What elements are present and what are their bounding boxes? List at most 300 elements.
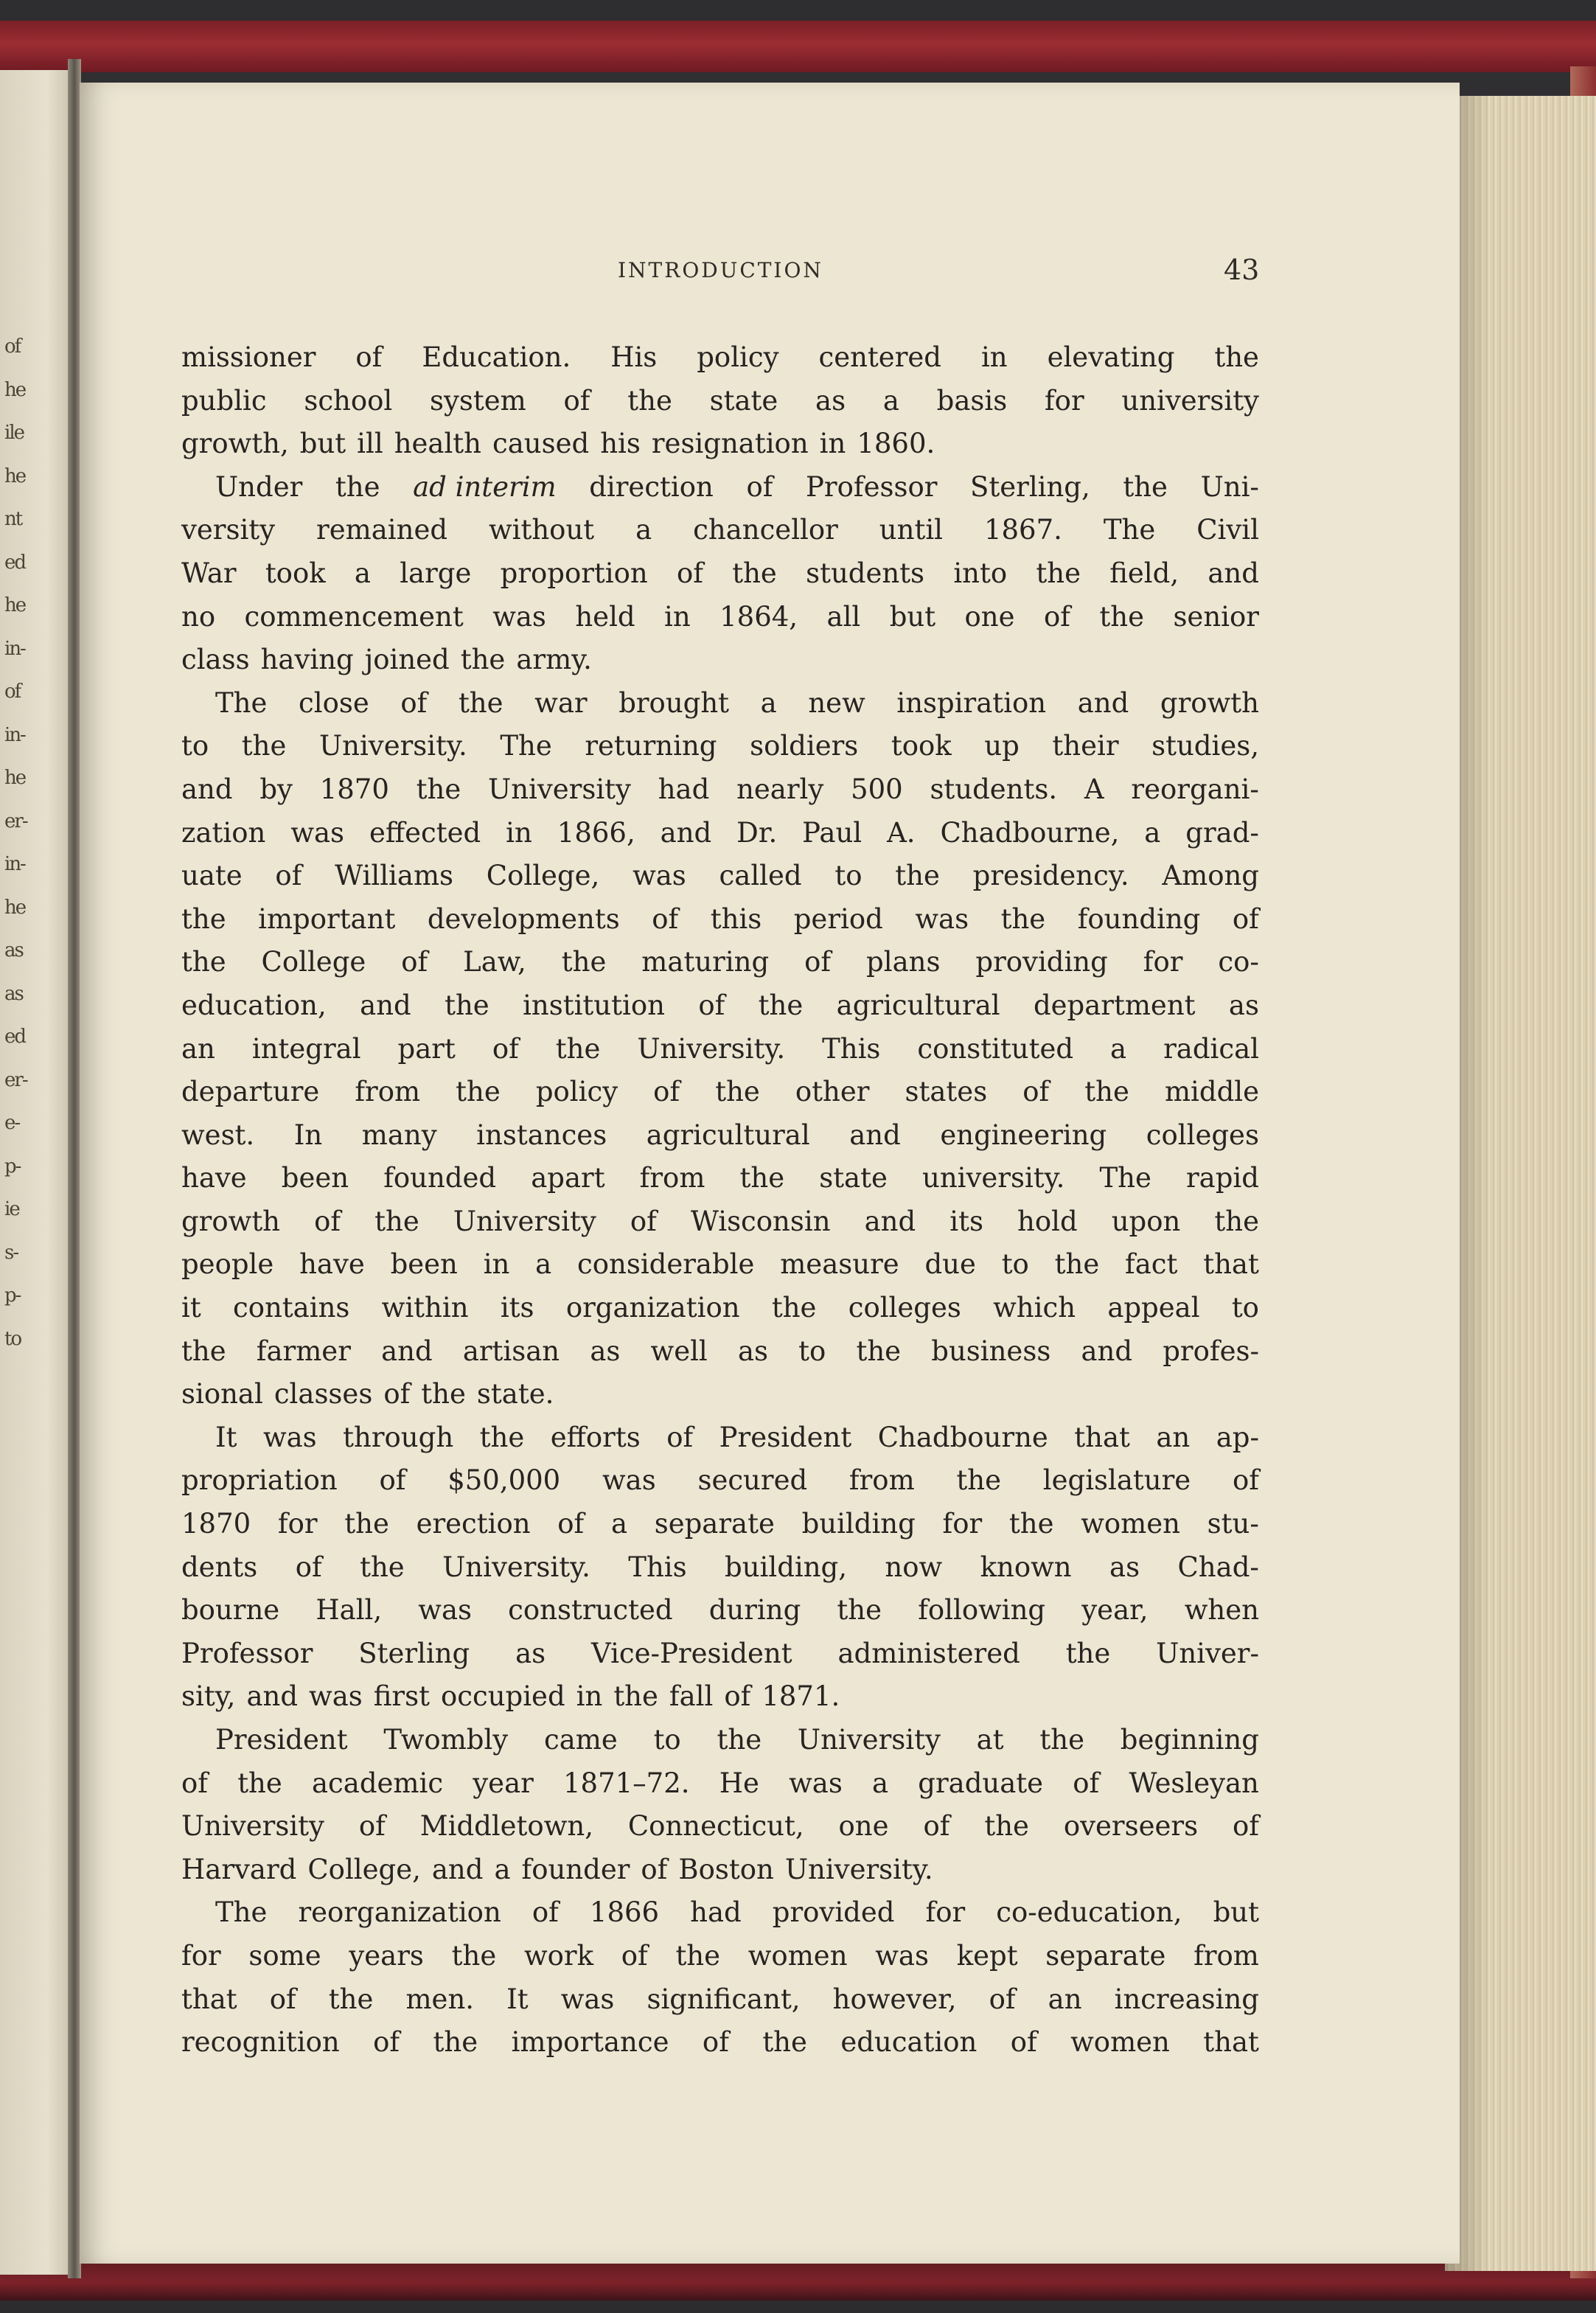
text-line bbox=[181, 1459, 1259, 1503]
word: Vice-President bbox=[591, 1637, 792, 1669]
word: an bbox=[181, 1032, 215, 1065]
word: for bbox=[277, 1508, 318, 1540]
word: In bbox=[293, 1119, 323, 1151]
word: to bbox=[1001, 1248, 1029, 1281]
word: Wesleyan bbox=[1129, 1767, 1259, 1799]
word: importance bbox=[511, 2026, 669, 2059]
word: through bbox=[343, 1421, 454, 1453]
word: the bbox=[181, 1335, 226, 1367]
word: constituted bbox=[917, 1032, 1074, 1065]
word: years bbox=[349, 1939, 424, 1972]
word: of bbox=[401, 946, 428, 978]
word: of bbox=[314, 1205, 341, 1237]
word: and bbox=[1208, 557, 1259, 589]
word: of bbox=[269, 1983, 296, 2015]
word: as bbox=[1228, 989, 1259, 1021]
word: ill bbox=[357, 428, 383, 460]
word: university. bbox=[921, 1162, 1065, 1194]
text-line bbox=[181, 898, 1259, 942]
text-line bbox=[181, 1243, 1259, 1287]
text-line bbox=[181, 1071, 1259, 1114]
text-line bbox=[181, 336, 1259, 380]
word: of bbox=[1043, 600, 1070, 633]
word: and bbox=[1077, 686, 1129, 719]
text-line bbox=[181, 1762, 1259, 1806]
word: centered bbox=[818, 341, 941, 373]
word: and bbox=[181, 773, 233, 805]
word: Education. bbox=[422, 341, 571, 373]
word: This bbox=[822, 1032, 881, 1065]
word: the bbox=[1123, 470, 1168, 503]
text-line bbox=[181, 422, 1259, 466]
word: the bbox=[445, 989, 489, 1021]
word: and bbox=[660, 816, 712, 849]
word: but bbox=[889, 600, 936, 633]
word: as bbox=[515, 1637, 546, 1669]
word: elevating bbox=[1047, 341, 1175, 373]
word: College bbox=[261, 946, 366, 978]
word: from bbox=[355, 1076, 421, 1108]
word: class bbox=[181, 644, 250, 676]
word: administered bbox=[837, 1637, 1020, 1669]
previous-page-fragment: e- bbox=[4, 1112, 20, 1134]
word: organization bbox=[565, 1292, 740, 1324]
word: classes bbox=[273, 1378, 373, 1411]
word: the bbox=[421, 1378, 466, 1411]
word: radical bbox=[1163, 1032, 1259, 1065]
previous-page-fragment: to bbox=[4, 1327, 21, 1350]
word: Among bbox=[1162, 860, 1259, 892]
word: was bbox=[290, 816, 345, 849]
word: co- bbox=[1218, 946, 1259, 978]
word: in bbox=[576, 1680, 603, 1713]
word: from bbox=[639, 1162, 705, 1194]
word: of bbox=[557, 1508, 585, 1540]
word: plans bbox=[866, 946, 941, 978]
word: and bbox=[431, 1853, 484, 1885]
word: instances bbox=[476, 1119, 607, 1151]
word: the bbox=[181, 902, 226, 935]
word: to bbox=[834, 860, 863, 892]
word: upon bbox=[1111, 1205, 1181, 1237]
word: the bbox=[1099, 600, 1144, 633]
word: the bbox=[675, 1939, 721, 1972]
word: of bbox=[1232, 1810, 1259, 1843]
word: the bbox=[1000, 902, 1046, 935]
word: for bbox=[181, 1939, 221, 1972]
word: the bbox=[613, 1680, 658, 1713]
word: the bbox=[181, 946, 226, 978]
text-line bbox=[181, 725, 1259, 768]
word: University bbox=[181, 1810, 324, 1843]
previous-page-fragment: p- bbox=[4, 1155, 21, 1178]
word: fact bbox=[1125, 1248, 1178, 1281]
word: in bbox=[819, 428, 846, 460]
word: the bbox=[237, 1767, 282, 1799]
word: a bbox=[535, 1248, 552, 1281]
word: constructed bbox=[508, 1594, 673, 1627]
previous-page-fragment: in- bbox=[4, 723, 25, 746]
word: of bbox=[1073, 1767, 1100, 1799]
word: to bbox=[653, 1724, 681, 1756]
word: following bbox=[918, 1594, 1046, 1627]
word: as bbox=[1109, 1551, 1140, 1583]
word: apart bbox=[531, 1162, 605, 1194]
word: the bbox=[758, 989, 804, 1021]
word: Univer- bbox=[1156, 1637, 1259, 1669]
word: overseers bbox=[1063, 1810, 1199, 1843]
word: of bbox=[1010, 2026, 1037, 2059]
text-line bbox=[181, 2021, 1259, 2065]
text-line bbox=[181, 1891, 1259, 1935]
text-line bbox=[181, 1200, 1259, 1244]
word: of bbox=[563, 384, 590, 417]
word: in bbox=[506, 816, 532, 849]
word: of bbox=[532, 1896, 559, 1929]
word: was bbox=[602, 1464, 656, 1497]
word: called bbox=[719, 860, 802, 892]
word: Twombly bbox=[383, 1724, 509, 1756]
word: this bbox=[710, 902, 762, 935]
word: The bbox=[1103, 514, 1156, 546]
word: business bbox=[931, 1335, 1051, 1367]
word: bourne bbox=[181, 1594, 280, 1627]
word: senior bbox=[1173, 600, 1259, 633]
word: the bbox=[328, 1983, 374, 2015]
word: 1870 bbox=[181, 1508, 251, 1540]
word: at bbox=[976, 1724, 1004, 1756]
word: of bbox=[804, 946, 832, 978]
previous-page-fragment: ed bbox=[4, 1026, 26, 1048]
word: It bbox=[215, 1421, 237, 1453]
word: significant, bbox=[647, 1983, 801, 2015]
word: and bbox=[360, 989, 411, 1021]
text-line bbox=[181, 1978, 1259, 2022]
word: institution bbox=[523, 989, 665, 1021]
word: new bbox=[808, 686, 865, 719]
word: the bbox=[732, 557, 777, 589]
previous-page-fragment: p- bbox=[4, 1284, 21, 1307]
word: been bbox=[390, 1248, 458, 1281]
word-italic: ad interim bbox=[413, 470, 557, 503]
word: Law, bbox=[463, 946, 526, 978]
word: year, bbox=[1081, 1594, 1149, 1627]
word: the bbox=[1039, 1724, 1084, 1756]
word: and bbox=[1081, 1335, 1133, 1367]
word: up bbox=[984, 730, 1020, 762]
word: He bbox=[719, 1767, 759, 1799]
word: of bbox=[698, 989, 725, 1021]
previous-page-fragment: s- bbox=[4, 1241, 18, 1264]
word: part bbox=[397, 1032, 456, 1065]
word: state bbox=[709, 384, 778, 417]
word: of bbox=[677, 557, 703, 589]
word: 1871. bbox=[762, 1680, 840, 1713]
word: joined bbox=[364, 644, 450, 676]
word: war bbox=[534, 686, 588, 719]
word: recognition bbox=[181, 2026, 340, 2059]
word: of bbox=[746, 470, 773, 503]
word: growth, bbox=[181, 428, 289, 460]
word: of bbox=[702, 2026, 729, 2059]
word: the bbox=[627, 384, 672, 417]
word: the bbox=[956, 1464, 1002, 1497]
word: the bbox=[458, 686, 503, 719]
word: appeal bbox=[1107, 1292, 1200, 1324]
word: of bbox=[295, 1551, 322, 1583]
word: states bbox=[905, 1076, 988, 1108]
word: grad- bbox=[1185, 816, 1259, 849]
word: that bbox=[181, 1983, 237, 2015]
word: university bbox=[1121, 384, 1259, 417]
word: returning bbox=[585, 730, 717, 762]
word: College, bbox=[486, 860, 600, 892]
previous-page-fragment: he bbox=[4, 767, 26, 789]
word: of bbox=[181, 1767, 208, 1799]
word: of bbox=[641, 1853, 668, 1885]
text-line bbox=[181, 1416, 1259, 1460]
word: an bbox=[1048, 1983, 1082, 2015]
word: soldiers bbox=[750, 730, 859, 762]
word: that bbox=[1203, 1248, 1259, 1281]
word: agricultural bbox=[836, 989, 1000, 1021]
previous-page-fragment: in- bbox=[4, 853, 25, 875]
previous-page-fragment: he bbox=[4, 896, 26, 919]
word: The bbox=[1099, 1162, 1151, 1194]
word: no bbox=[181, 600, 216, 633]
word: sional bbox=[181, 1378, 263, 1411]
text-line bbox=[181, 855, 1259, 898]
word: for bbox=[1044, 384, 1084, 417]
word: middle bbox=[1164, 1076, 1259, 1108]
word: maturing bbox=[641, 946, 770, 978]
word: education, bbox=[181, 989, 327, 1021]
word: but bbox=[299, 428, 346, 460]
word: and bbox=[849, 1119, 901, 1151]
previous-page-fragment: er- bbox=[4, 810, 27, 832]
word: state. bbox=[476, 1378, 554, 1411]
word: studies, bbox=[1151, 730, 1259, 762]
word: the bbox=[984, 1810, 1029, 1843]
text-line bbox=[181, 1848, 1259, 1892]
word: the bbox=[771, 1292, 817, 1324]
previous-page-fragment: as bbox=[4, 982, 23, 1005]
word: however, bbox=[832, 1983, 957, 2015]
word: the bbox=[837, 1594, 882, 1627]
word: the bbox=[715, 1076, 760, 1108]
word: which bbox=[993, 1292, 1076, 1324]
word: many bbox=[361, 1119, 437, 1151]
book-cover-top-edge bbox=[0, 21, 1596, 72]
word: Middletown, bbox=[419, 1810, 593, 1843]
word: caused bbox=[492, 428, 590, 460]
word: in bbox=[483, 1248, 510, 1281]
running-head: INTRODUCTION bbox=[618, 258, 823, 282]
text-line bbox=[181, 552, 1259, 596]
word: growth bbox=[181, 1205, 281, 1237]
word: the bbox=[374, 1205, 419, 1237]
word: during bbox=[708, 1594, 801, 1627]
word: of bbox=[653, 1076, 680, 1108]
word: was bbox=[633, 860, 686, 892]
word: of bbox=[652, 902, 679, 935]
word: from bbox=[1193, 1939, 1259, 1972]
word: a bbox=[1144, 816, 1161, 849]
word: the bbox=[739, 1162, 785, 1194]
word: in bbox=[980, 341, 1008, 373]
word: stu- bbox=[1207, 1508, 1259, 1540]
word: efforts bbox=[550, 1421, 641, 1453]
word: in bbox=[664, 600, 691, 633]
word: for bbox=[925, 1896, 966, 1929]
word: of bbox=[621, 1939, 648, 1972]
word: nearly bbox=[736, 773, 824, 805]
word: women bbox=[1081, 1508, 1180, 1540]
word: colleges bbox=[848, 1292, 961, 1324]
word: Sterling, bbox=[970, 470, 1090, 503]
word: 1866 bbox=[589, 1896, 660, 1929]
word: known bbox=[980, 1551, 1072, 1583]
word: Professor bbox=[806, 470, 938, 503]
word: close bbox=[299, 686, 369, 719]
word: increasing bbox=[1114, 1983, 1259, 2015]
word: to bbox=[798, 1335, 826, 1367]
word: basis bbox=[936, 384, 1008, 417]
word: of bbox=[989, 1983, 1016, 2015]
text-line bbox=[181, 768, 1259, 812]
text-line bbox=[181, 1719, 1259, 1762]
word: President bbox=[215, 1724, 348, 1756]
previous-page-edge bbox=[0, 70, 68, 2275]
word: developments bbox=[427, 902, 620, 935]
word: zation bbox=[181, 816, 266, 849]
word: Under bbox=[215, 470, 303, 503]
word: students bbox=[806, 557, 925, 589]
previous-page-fragment: in- bbox=[4, 637, 25, 660]
word: the bbox=[456, 1076, 501, 1108]
word: provided bbox=[772, 1896, 895, 1929]
word: building, bbox=[725, 1551, 848, 1583]
word: but bbox=[1213, 1896, 1259, 1929]
word: of bbox=[275, 860, 302, 892]
previous-page-fragment: ile bbox=[4, 422, 24, 444]
word: when bbox=[1184, 1594, 1259, 1627]
previous-page-fragment: ed bbox=[4, 551, 26, 574]
word: of bbox=[724, 1680, 751, 1713]
word: Harvard bbox=[181, 1853, 297, 1885]
word: and bbox=[864, 1205, 916, 1237]
word: of bbox=[666, 1421, 694, 1453]
word: the bbox=[335, 470, 380, 503]
word: large bbox=[400, 557, 472, 589]
word: for bbox=[942, 1508, 983, 1540]
word: a bbox=[872, 1767, 889, 1799]
word: the bbox=[1008, 1508, 1054, 1540]
word: considerable bbox=[577, 1248, 755, 1281]
word: the bbox=[1084, 1076, 1129, 1108]
word: one bbox=[964, 600, 1015, 633]
word: remained bbox=[316, 514, 448, 546]
word: due bbox=[924, 1248, 976, 1281]
word: versity bbox=[181, 514, 276, 546]
word: This bbox=[628, 1551, 687, 1583]
text-line bbox=[181, 1805, 1259, 1848]
previous-page-fragment: as bbox=[4, 939, 23, 961]
text-line bbox=[181, 682, 1259, 726]
word: was bbox=[915, 902, 969, 935]
text-line bbox=[181, 1157, 1259, 1200]
word: beginning bbox=[1120, 1724, 1259, 1756]
word: founder bbox=[521, 1853, 630, 1885]
word: health bbox=[394, 428, 482, 460]
word: ap- bbox=[1216, 1421, 1259, 1453]
word: the bbox=[241, 730, 287, 762]
word: Uni- bbox=[1200, 470, 1259, 503]
previous-page-fragment: he bbox=[4, 465, 26, 487]
word: College, bbox=[307, 1853, 421, 1885]
text-line bbox=[181, 812, 1259, 855]
word: 500 bbox=[851, 773, 903, 805]
word: as bbox=[590, 1335, 621, 1367]
body-text bbox=[181, 336, 1259, 2065]
page-number: 43 bbox=[1224, 254, 1260, 286]
word: Hall, bbox=[316, 1594, 383, 1627]
word: rapid bbox=[1186, 1162, 1259, 1194]
word: Williams bbox=[335, 860, 454, 892]
word: education bbox=[840, 2026, 978, 2059]
word: direction bbox=[589, 470, 714, 503]
word: of bbox=[383, 1378, 411, 1411]
word: now bbox=[885, 1551, 943, 1583]
word: a bbox=[610, 1508, 628, 1540]
word: 1870 bbox=[319, 773, 389, 805]
word: founded bbox=[383, 1162, 497, 1194]
word: University bbox=[453, 1205, 596, 1237]
word: secured bbox=[697, 1464, 808, 1497]
word: a bbox=[635, 514, 652, 546]
text-line bbox=[181, 1546, 1259, 1590]
word: Dr. bbox=[736, 816, 778, 849]
word: Professor bbox=[181, 1637, 313, 1669]
word: Boston bbox=[678, 1853, 774, 1885]
word: of bbox=[400, 686, 428, 719]
word: to bbox=[181, 730, 209, 762]
word: all bbox=[826, 600, 861, 633]
word: into bbox=[953, 557, 1008, 589]
text-line bbox=[181, 1028, 1259, 1071]
word: field, bbox=[1109, 557, 1179, 589]
word: sity, bbox=[181, 1680, 236, 1713]
word: integral bbox=[251, 1032, 361, 1065]
word: providing bbox=[975, 946, 1108, 978]
word: policy bbox=[697, 341, 779, 373]
word: contains bbox=[232, 1292, 350, 1324]
word: important bbox=[258, 902, 396, 935]
word: women bbox=[748, 1939, 848, 1972]
word: the bbox=[1036, 557, 1081, 589]
word: had bbox=[658, 773, 710, 805]
word: the bbox=[344, 1508, 389, 1540]
word: been bbox=[281, 1162, 349, 1194]
word: Chadbourne, bbox=[940, 816, 1120, 849]
text-line bbox=[181, 596, 1259, 639]
previous-page-fragment: of bbox=[4, 335, 21, 358]
word: Sterling bbox=[358, 1637, 470, 1669]
word: the bbox=[479, 1421, 525, 1453]
word: fall bbox=[669, 1680, 714, 1713]
text-line bbox=[181, 509, 1259, 552]
word: the bbox=[717, 1724, 762, 1756]
